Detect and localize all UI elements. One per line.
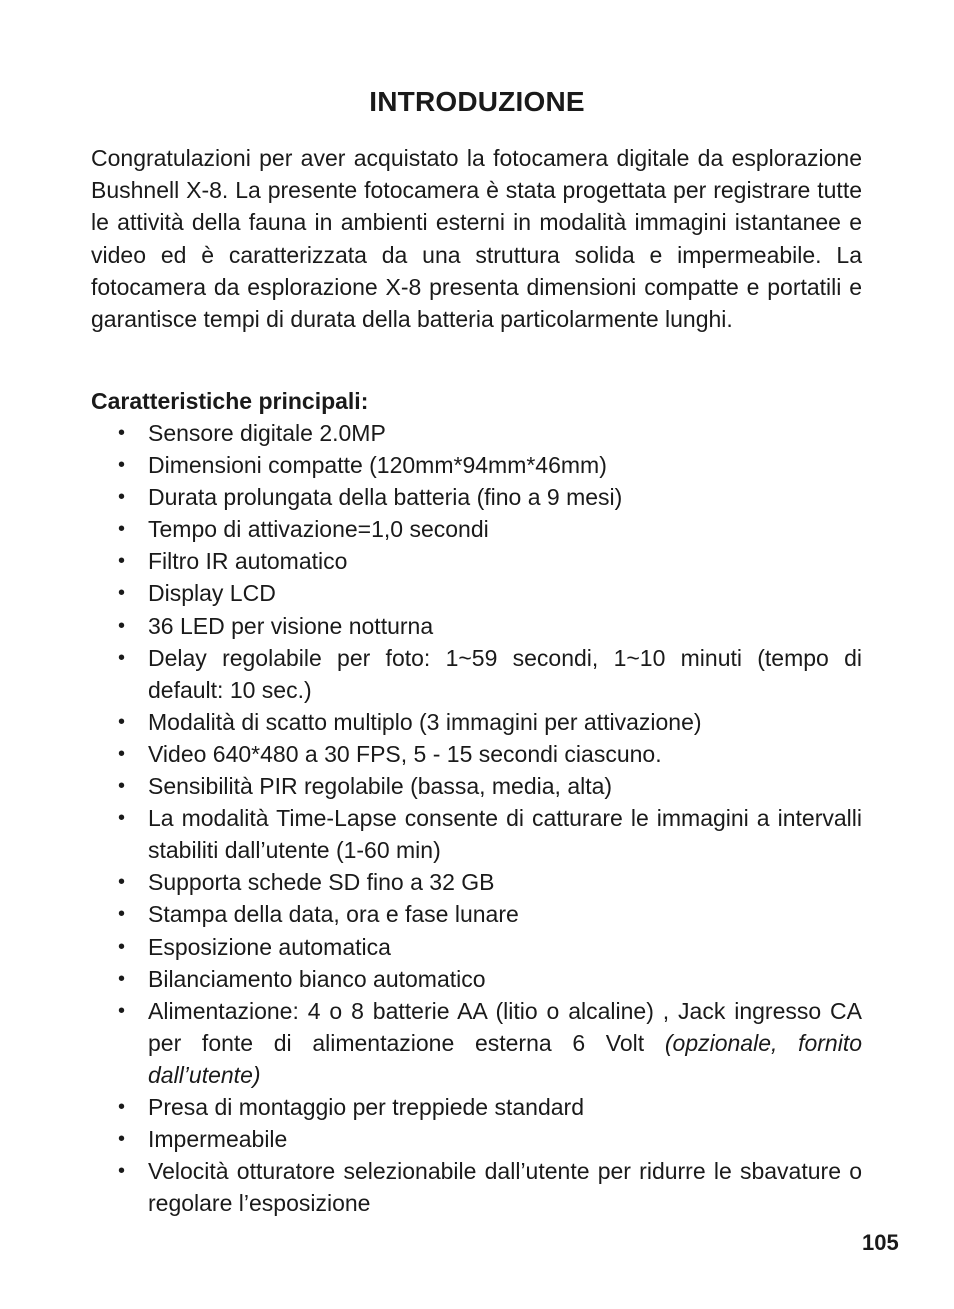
feature-text: Delay regolabile per foto: 1~59 secondi, 1~10 minuti (tempo di default: 10 sec.) <box>148 644 862 703</box>
feature-item <box>91 545 862 577</box>
bullet-icon: • <box>118 999 126 1022</box>
page-number: 105 <box>862 1230 899 1255</box>
feature-text: Esposizione automatica <box>148 933 391 960</box>
bullet-icon: • <box>118 646 126 669</box>
feature-text: Stampa della data, ora e fase lunare <box>148 901 519 928</box>
feature-item <box>91 1123 862 1155</box>
feature-text: Dimensioni compatte (120mm*94mm*46mm) <box>148 452 607 479</box>
feature-text: Bilanciamento bianco automatico <box>148 965 486 992</box>
feature-text: Display LCD <box>148 580 276 607</box>
feature-text: Supporta schede SD fino a 32 GB <box>148 869 495 896</box>
feature-text: Presa di montaggio per treppiede standard <box>148 1093 585 1120</box>
bullet-icon: • <box>118 486 126 509</box>
feature-item <box>91 417 862 449</box>
features-list <box>91 417 862 1219</box>
feature-item <box>91 449 862 481</box>
bullet-icon: • <box>118 935 126 958</box>
feature-item <box>91 963 862 995</box>
feature-text: Sensibilità PIR regolabile (bassa, media, alta) <box>148 773 613 800</box>
feature-item <box>91 642 862 706</box>
bullet-icon: • <box>118 903 126 926</box>
feature-text: Impermeabile <box>148 1126 288 1153</box>
bullet-icon: • <box>118 1095 126 1118</box>
bullet-icon: • <box>118 807 126 830</box>
feature-item <box>91 866 862 898</box>
bullet-icon: • <box>118 871 126 894</box>
page-title: INTRODUZIONE <box>369 86 585 117</box>
feature-item <box>91 931 862 963</box>
feature-item <box>91 610 862 642</box>
feature-text: 36 LED per visione notturna <box>148 612 434 639</box>
feature-text-italic: (opzionale, fornito dall’utente) <box>148 1029 862 1088</box>
features-heading: Caratteristiche principali: <box>91 388 369 414</box>
bullet-icon: • <box>118 422 126 444</box>
feature-text: Modalità di scatto multiplo (3 immagini per attivazione) <box>148 708 702 735</box>
feature-item <box>91 738 862 770</box>
bullet-icon: • <box>118 710 126 733</box>
bullet-icon: • <box>118 518 126 541</box>
feature-text: Durata prolungata della batteria (fino a 9 mesi) <box>148 484 623 511</box>
bullet-icon: • <box>118 1128 126 1151</box>
bullet-icon: • <box>118 775 126 798</box>
bullet-icon: • <box>118 582 126 605</box>
bullet-icon: • <box>118 550 126 573</box>
feature-text: Filtro IR automatico <box>148 548 348 575</box>
feature-item <box>91 802 862 866</box>
feature-item <box>91 706 862 738</box>
feature-text: La modalità Time-Lapse consente di catturare le immagini a intervalli stabiliti dall’utente (1-60 min) <box>148 805 862 864</box>
feature-item <box>91 995 862 1091</box>
bullet-icon: • <box>118 614 126 637</box>
feature-text: Velocità otturatore selezionabile dall’utente per ridurre le sbavature o regolare l’esposizione <box>148 1158 862 1217</box>
bullet-icon: • <box>118 1160 126 1183</box>
feature-item <box>91 1155 862 1219</box>
feature-text: Video 640*480 a 30 FPS, 5 - 15 secondi ciascuno. <box>148 740 662 767</box>
feature-item <box>91 770 862 802</box>
feature-item <box>91 577 862 609</box>
feature-text-main: Alimentazione: 4 o 8 batterie AA (litio o alcaline) , Jack ingresso CA per fonte di alimentazione esterna 6 Volt <box>148 997 862 1056</box>
bullet-icon: • <box>118 742 126 765</box>
feature-item <box>91 1091 862 1123</box>
bullet-icon: • <box>118 454 126 477</box>
bullet-icon: • <box>118 967 126 990</box>
feature-item <box>91 898 862 930</box>
feature-text <box>148 998 862 1088</box>
feature-text: Tempo di attivazione=1,0 secondi <box>148 516 489 543</box>
intro-paragraph: Congratulazioni per aver acquistato la fotocamera digitale da esplorazione Bushnell X-8. La presente fotocamera è stata progettata per registrare tutte le attività della fauna in ambienti esterni in modalità immagini istantanee e video ed è caratterizzata da una struttura solida e impermeabile. La fotocamera da esplorazione X-8 presenta dimensioni compatte e portatili e garantisce tempi di durata della batteria particolarmente lunghi. <box>91 145 862 333</box>
feature-item <box>91 513 862 545</box>
feature-text: Sensore digitale 2.0MP <box>148 420 386 446</box>
feature-item <box>91 481 862 513</box>
